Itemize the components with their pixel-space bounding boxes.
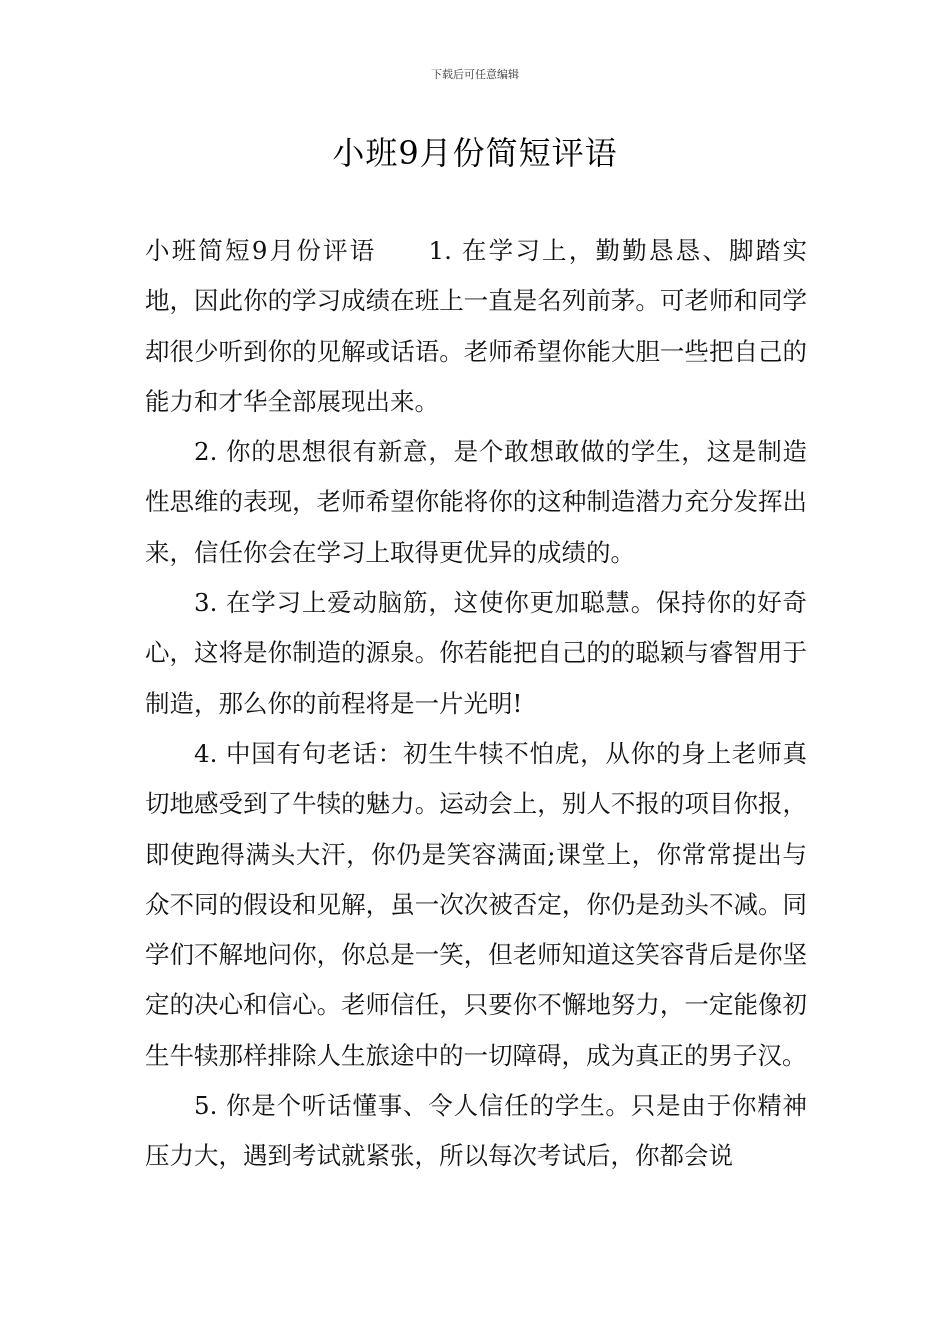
inline-subtitle: 小班简短9月份评语 (145, 236, 377, 265)
paragraph-5: 5. 你是个听话懂事、令人信任的学生。只是由于你精神压力大，遇到考试就紧张，所以每次考试后，你都会说 (145, 1091, 807, 1171)
document-body (145, 226, 807, 1182)
page-title: 小班9月份简短评语 (332, 134, 618, 172)
paragraph-1-text: 1. 在学习上，勤勤恳恳、脚踏实地，因此你的学习成绩在班上一直是名列前茅。可老师和同学却很少听到你的见解或话语。老师希望你能大胆一些把自己的能力和才华全部展现出来。 (145, 236, 807, 416)
paragraph-1 (145, 226, 807, 427)
header-note: 下载后可任意编辑 (431, 68, 519, 81)
paragraph-4: 4. 中国有句老话：初生牛犊不怕虎，从你的身上老师真切地感受到了牛犊的魅力。运动会上，别人不报的项目你报，即使跑得满头大汗，你仍是笑容满面;课堂上，你常常提出与众不同的假设和见解，虽一次次被否定，你仍是劲头不减。同学们不解地问你，你总是一笑，但老师知道这笑容背后是你坚定的决心和信心。老师信任，只要你不懈地努力，一定能像初生牛犊那样排除人生旅途中的一切障碍，成为真正的男子汉。 (145, 738, 807, 1070)
paragraph-3: 3. 在学习上爱动脑筋，这使你更加聪慧。保持你的好奇心，这将是你制造的源泉。你若能把自己的的聪颖与睿智用于制造，那么你的前程将是一片光明! (145, 588, 807, 718)
paragraph-2: 2. 你的思想很有新意，是个敢想敢做的学生，这是制造性思维的表现，老师希望你能将你的这种制造潜力充分发挥出来，信任你会在学习上取得更优异的成绩的。 (145, 437, 807, 567)
